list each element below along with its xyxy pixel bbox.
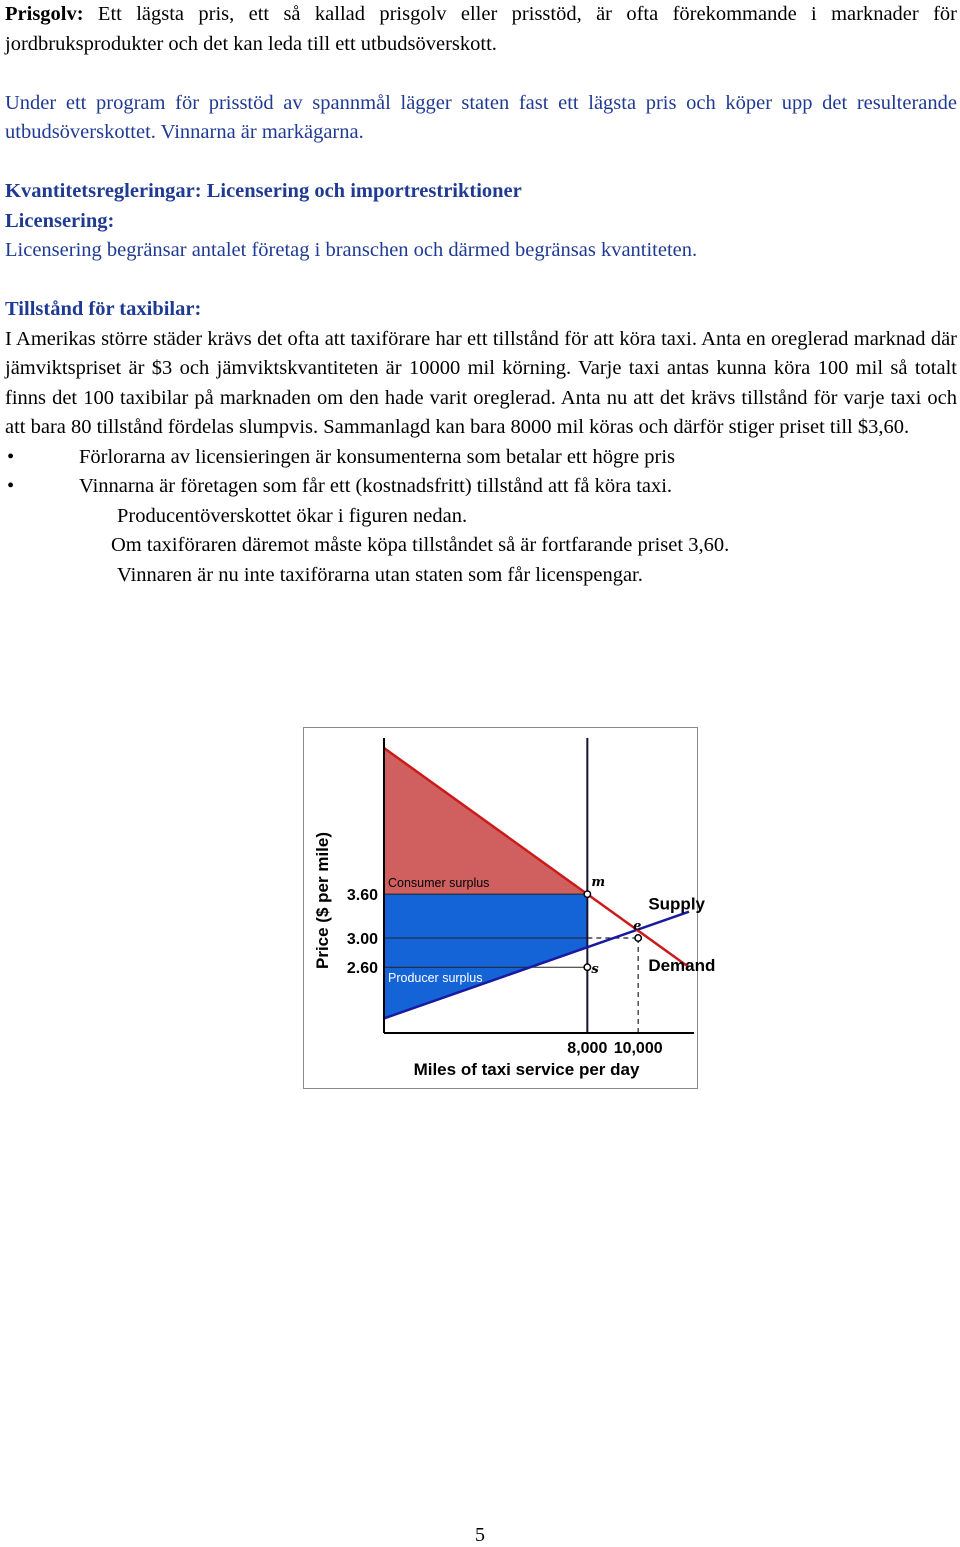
list-item (5, 443, 957, 473)
bullet-list (5, 443, 957, 502)
heading-kvantitetsregleringar: Kvantitetsregleringar: Licensering och importrestriktioner (5, 180, 522, 202)
page-number: 5 (475, 1524, 485, 1546)
demand-label: Demand (648, 955, 716, 975)
document-page (5, 0, 957, 590)
bullet-text: Förlorarna av licensieringen är konsumenterna som betalar ett högre pris (79, 445, 676, 468)
line-staten-vinnare: Vinnaren är nu inte taxiförarna utan staten som får licenspengar. (117, 563, 643, 586)
line-kopa-tillstand: Om taxiföraren däremot måste köpa tillståndet så är fortfarande priset 3,60. (111, 534, 730, 556)
prisgolv-text: Ett lägsta pris, ett så kallad prisgolv eller prisstöd, är ofta förekommande i marknader för jordbruksprodukter och det kan leda till ett utbudsöverskott. (5, 3, 957, 55)
point-m (584, 891, 590, 897)
point-label-m: m (591, 875, 606, 891)
term-prisgolv: Prisgolv: (5, 3, 84, 25)
paragraph-licensering: Licensering begränsar antalet företag i branschen och därmed begränsas kvantiteten. (5, 239, 698, 261)
chart-svg (304, 728, 716, 1090)
point-label-e: e (633, 919, 642, 934)
producer-surplus-label: Producer surplus (388, 971, 483, 986)
subheading-licensering: Licensering: (5, 209, 115, 232)
line-producentoverskott: Producentöverskottet ökar i figuren nedan. (117, 504, 468, 527)
y-tick-label: 3.00 (346, 931, 378, 948)
y-tick-label: 3.60 (346, 887, 378, 905)
heading-tillstand-taxibilar: Tillstånd för taxibilar: (5, 298, 202, 320)
x-tick-label: 10,000 (613, 1040, 663, 1057)
supply-label: Supply (648, 894, 706, 914)
paragraph-taxi: I Amerikas större städer krävs det ofta att taxiförare har ett tillstånd för att köra taxi. Anta en oreglerad marknad där jämviktspriset är $3 och jämviktskvantiteten är 10000 mil körning. Varje taxi antas kunna köra 100 mil så totalt finns det 100 taxibilar på marknaden om den hade varit oreglerad. Anta nu att det krävs tillstånd för varje taxi och att bara 80 tillstånd fördelas slumpvis. Sammanlagd kan bara 8000 mil köras och därför stiger priset till $3,60. (5, 327, 957, 438)
point-label-s: s (591, 962, 599, 978)
bullet-icon: • (7, 445, 15, 468)
bullet-icon: • (7, 475, 15, 497)
y-axis-label: Price ($ per mile) (313, 831, 332, 970)
point-s (584, 964, 590, 970)
x-axis-label: Miles of taxi service per day (413, 1060, 640, 1079)
list-item (5, 472, 957, 502)
paragraph-prisgolv (5, 0, 957, 59)
point-e (635, 935, 641, 941)
x-tick-label: 8,000 (567, 1040, 608, 1057)
consumer-surplus-label: Consumer surplus (388, 876, 490, 891)
bullet-text: Vinnarna är företagen som får ett (kostnadsfritt) tillstånd att få köra taxi. (79, 475, 673, 497)
taxi-license-chart (303, 727, 716, 1089)
paragraph-prisstod: Under ett program för prisstöd av spannmål lägger staten fast ett lägsta pris och köper upp det resulterande utbudsöverskottet. Vinnarna är markägarna. (5, 91, 957, 143)
y-tick-label: 2.60 (346, 960, 378, 978)
producer-surplus-area (384, 894, 587, 1018)
